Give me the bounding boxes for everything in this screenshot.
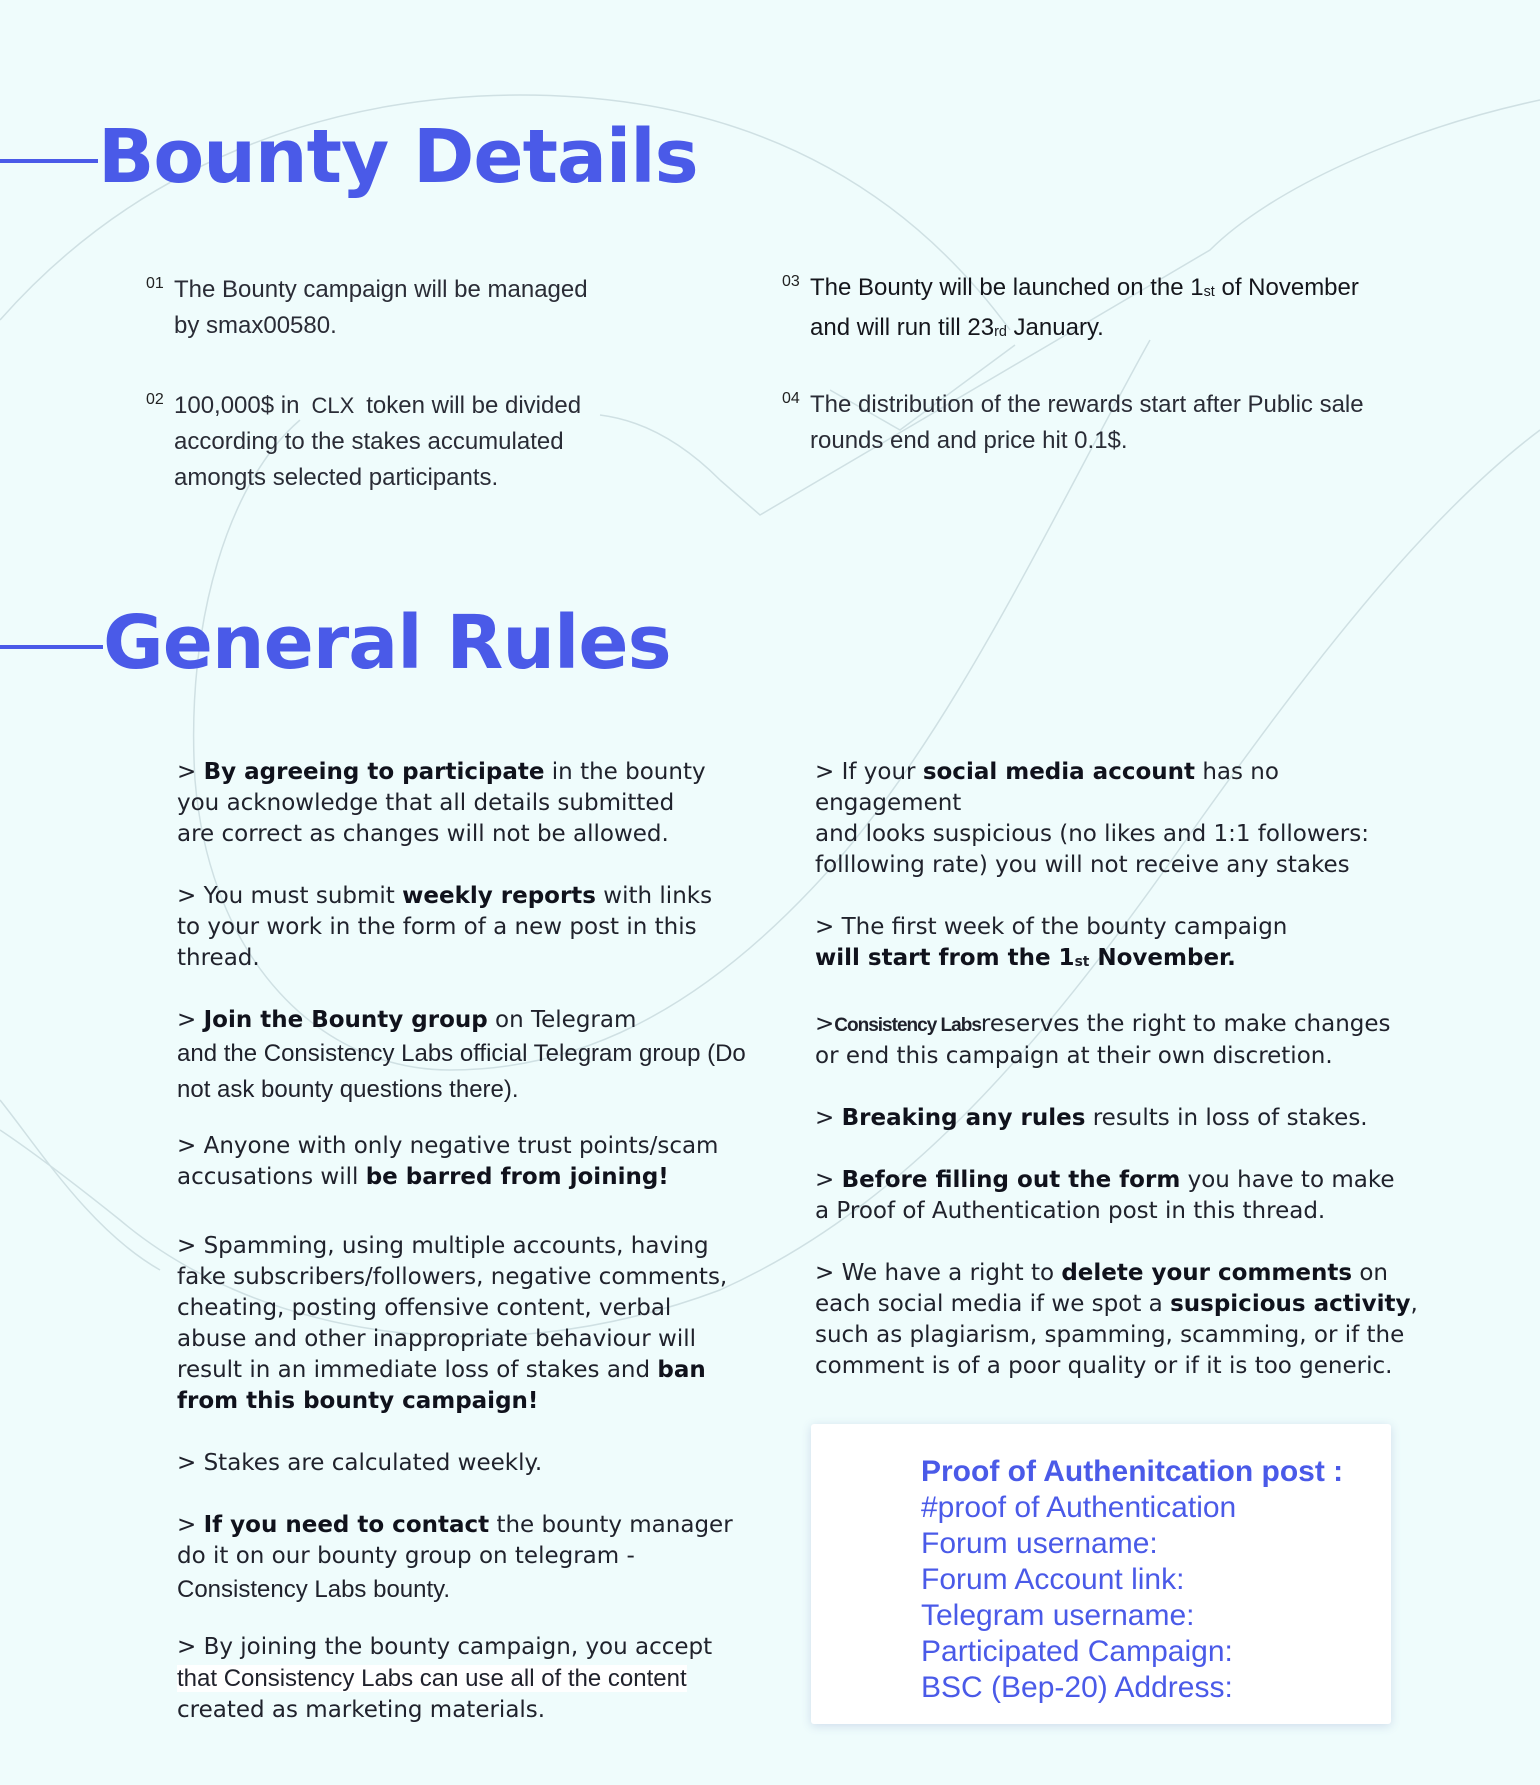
detail-line: The distribution of the rewards start after Public sale <box>810 391 1364 418</box>
detail-text: January. <box>1006 314 1104 341</box>
detail-line <box>174 388 581 424</box>
detail-text: 100,000$ in <box>174 392 300 419</box>
heading-accent-bar <box>0 159 98 163</box>
proof-line-hashtag: #proof of Authentication <box>921 1491 1237 1524</box>
ordinal-suffix: rd <box>994 324 1007 340</box>
rule-item <box>815 912 1425 978</box>
rule-text: > <box>815 1167 842 1193</box>
rule-item <box>177 1005 777 1108</box>
rule-text: not ask bounty questions there). <box>177 1076 519 1103</box>
rule-text: reserves the right to make changes <box>980 1011 1391 1037</box>
rule-text: thread. <box>177 945 260 971</box>
rule-text: > <box>815 1105 842 1131</box>
rule-emphasis: will start from the 1 <box>815 945 1075 971</box>
detail-number: 01 <box>146 275 164 292</box>
rule-item <box>177 1131 777 1193</box>
rule-text: in the bounty <box>544 759 706 785</box>
rule-item <box>815 1258 1425 1382</box>
rule-text: and looks suspicious (no likes and 1:1 followers: <box>815 821 1369 847</box>
rule-text: such as plagiarism, spamming, scamming, or if the <box>815 1322 1405 1348</box>
detail-text: token will be divided <box>366 392 582 419</box>
proof-template-lines <box>921 1454 1343 1706</box>
brand-name: Consistency Labs <box>834 1015 981 1036</box>
rule-text: result in an immediate loss of stakes and <box>177 1357 658 1383</box>
rule-text: on <box>1352 1260 1389 1286</box>
rule-text: and the Consistency Labs official Telegram group (Do <box>177 1040 746 1067</box>
detail-text: of November <box>1214 274 1359 301</box>
rule-emphasis: suspicious activity <box>1170 1291 1411 1317</box>
proof-line-telegram-username: Telegram username: <box>921 1599 1195 1632</box>
rule-text: accusations will <box>177 1164 366 1190</box>
bounty-details-heading: Bounty Details <box>98 114 698 200</box>
detail-item-01 <box>146 272 588 344</box>
detail-line: amongts selected participants. <box>174 464 499 491</box>
rule-text: > By joining the bounty campaign, you accept <box>177 1634 713 1660</box>
rule-item <box>815 1009 1425 1072</box>
rule-text: with links <box>596 883 713 909</box>
rule-text: results in loss of stakes. <box>1085 1105 1368 1131</box>
rules-right-column <box>815 757 1425 1382</box>
rule-text: Consistency Labs bounty. <box>177 1576 451 1603</box>
rule-text: each social media if we spot a <box>815 1291 1171 1317</box>
rule-text: fake subscribers/followers, negative comments, <box>177 1264 728 1290</box>
detail-text: The Bounty will be launched on the 1 <box>810 274 1204 301</box>
token-name: CLX <box>311 393 355 418</box>
rule-text: on Telegram <box>487 1007 637 1033</box>
rule-item <box>815 757 1425 881</box>
detail-text: and will run till 23 <box>810 314 995 341</box>
rule-text: to your work in the form of a new post in this <box>177 914 697 940</box>
rule-text: folllowing rate) you will not receive any stakes <box>815 852 1350 878</box>
detail-line <box>810 310 1359 350</box>
rule-text: > <box>177 1007 204 1033</box>
ordinal-suffix: st <box>1203 284 1215 300</box>
rule-text: do it on our bounty group on telegram - <box>177 1543 635 1569</box>
rule-item <box>177 1510 777 1608</box>
proof-template-card <box>811 1424 1391 1724</box>
rule-text: cheating, posting offensive content, verbal <box>177 1295 672 1321</box>
rule-text: , <box>1410 1291 1418 1317</box>
rule-text: a Proof of Authentication post in this thread. <box>815 1198 1326 1224</box>
rule-text: that Consistency Labs can use all of the content <box>177 1665 687 1692</box>
rule-item <box>177 1632 777 1726</box>
heading-accent-bar <box>0 645 103 649</box>
rule-text: comment is of a poor quality or if it is too generic. <box>815 1353 1393 1379</box>
rule-text: are correct as changes will not be allowed. <box>177 821 669 847</box>
detail-line: The Bounty campaign will be managed <box>174 276 588 303</box>
rule-emphasis: November. <box>1089 945 1236 971</box>
rule-text: > <box>177 1512 204 1538</box>
rule-text: you acknowledge that all details submitted <box>177 790 675 816</box>
detail-number: 04 <box>782 390 800 407</box>
rule-emphasis: Before filling out the form <box>841 1167 1181 1193</box>
rule-emphasis: social media account <box>922 759 1196 785</box>
detail-line: rounds end and price hit 0.1$. <box>810 427 1128 454</box>
rule-emphasis: Breaking any rules <box>841 1105 1086 1131</box>
ordinal-suffix: st <box>1074 954 1090 970</box>
rule-text: > You must submit <box>177 883 403 909</box>
detail-item-03 <box>782 270 1359 350</box>
rule-emphasis: weekly reports <box>402 883 596 909</box>
proof-line-participated-campaign: Participated Campaign: <box>921 1635 1233 1668</box>
rule-item <box>177 881 777 974</box>
detail-item-04 <box>782 387 1364 459</box>
rule-item <box>177 1448 777 1479</box>
rule-emphasis: Join the Bounty group <box>203 1007 488 1033</box>
proof-line-bsc-address: BSC (Bep-20) Address: <box>921 1671 1233 1704</box>
proof-title: Proof of Authenitcation post : <box>921 1455 1344 1488</box>
rule-emphasis: ban <box>657 1357 706 1383</box>
proof-line-forum-account-link: Forum Account link: <box>921 1563 1185 1596</box>
rule-emphasis: delete your comments <box>1061 1260 1353 1286</box>
rule-item <box>177 757 777 850</box>
rule-item <box>815 1165 1425 1227</box>
rule-text: > If your <box>815 759 923 785</box>
general-rules-heading: General Rules <box>103 600 671 686</box>
rules-left-column <box>177 757 777 1726</box>
rule-emphasis: from this bounty campaign! <box>177 1388 539 1414</box>
rule-text: created as marketing materials. <box>177 1697 546 1723</box>
rule-text: > Stakes are calculated weekly. <box>177 1450 543 1476</box>
rule-text: has no engagement <box>815 759 1279 816</box>
rule-text: you have to make <box>1180 1167 1395 1193</box>
detail-item-02 <box>146 388 582 496</box>
rule-text: > Anyone with only negative trust points/scam <box>177 1133 719 1159</box>
detail-line <box>810 270 1359 310</box>
detail-line: by smax00580. <box>174 312 337 339</box>
rule-text: the bounty manager <box>489 1512 733 1538</box>
rule-text: > <box>177 759 204 785</box>
detail-number: 03 <box>782 273 800 290</box>
rule-text: abuse and other inappropriate behaviour will <box>177 1326 697 1352</box>
rule-text: > We have a right to <box>815 1260 1062 1286</box>
rule-emphasis: By agreeing to participate <box>203 759 545 785</box>
rule-text: > The first week of the bounty campaign <box>815 914 1288 940</box>
rule-emphasis: If you need to contact <box>203 1512 490 1538</box>
rule-item <box>177 1231 777 1417</box>
detail-line: according to the stakes accumulated <box>174 428 564 455</box>
rule-item <box>815 1103 1425 1134</box>
rule-text: > Spamming, using multiple accounts, having <box>177 1233 709 1259</box>
proof-line-forum-username: Forum username: <box>921 1527 1158 1560</box>
rule-text: > <box>815 1011 835 1037</box>
detail-number: 02 <box>146 391 164 408</box>
rule-emphasis: be barred from joining! <box>365 1164 669 1190</box>
rule-text: or end this campaign at their own discretion. <box>815 1043 1333 1069</box>
